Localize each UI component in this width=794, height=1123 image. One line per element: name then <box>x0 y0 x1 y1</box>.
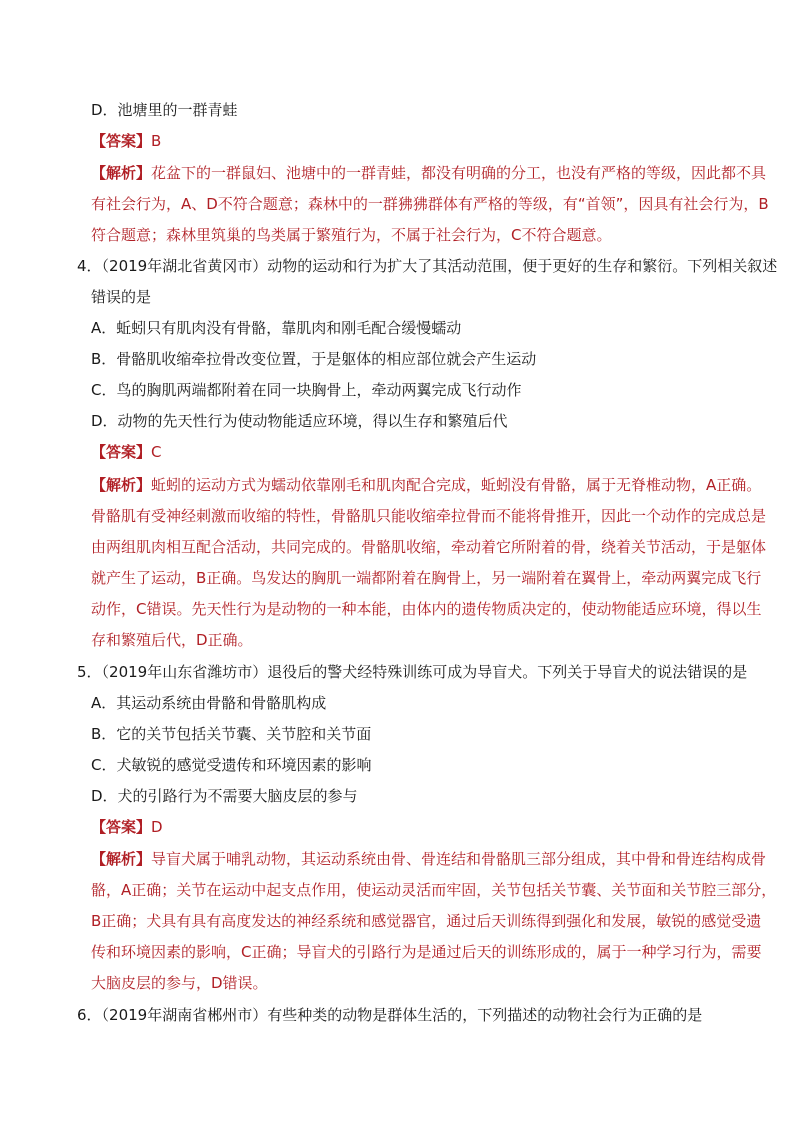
q5-explanation-line-5: 大脑皮层的参与，D错误。 <box>91 974 268 992</box>
q4-explanation-line-3: 由两组肌肉相互配合活动，共同完成的。骨骼肌收缩，牵动着它所附着的骨，绕着关节活动，于是躯体 <box>91 538 767 556</box>
q5-explanation-line-4: 传和环境因素的影响，C正确；导盲犬的引路行为是通过后天的训练形成的，属于一种学习行为，需要 <box>91 943 762 961</box>
q5-option-d: D．犬的引路行为不需要大脑皮层的参与 <box>91 787 358 805</box>
q3-answer <box>91 131 794 151</box>
q4-explanation-line-4: 就产生了运动，B正确。鸟发达的胸肌一端都附着在胸骨上，另一端附着在翼骨上，牵动两翼完成飞行 <box>91 569 762 587</box>
answer-value: C <box>151 443 162 461</box>
q4-option-d: D．动物的先天性行为使动物能适应环境，得以生存和繁殖后代 <box>91 412 508 430</box>
q4-option-c: C．鸟的胸肌两端都附着在同一块胸骨上，牵动两翼完成飞行动作 <box>91 381 522 399</box>
q4-stem-line-1: 4．（2019年湖北省黄冈市）动物的运动和行为扩大了其活动范围，便于更好的生存和繁衍。下列相关叙述 <box>77 257 778 275</box>
q4-explanation-line-2: 骨骼肌有受神经刺激而收缩的特性，骨骼肌只能收缩牵拉骨而不能将骨推开，因此一个动作的完成总是 <box>91 507 767 525</box>
q5-option-b: B．它的关节包括关节囊、关节腔和关节面 <box>91 725 372 743</box>
q5-stem: 5．（2019年山东省潍坊市）退役后的警犬经特殊训练可成为导盲犬。下列关于导盲犬的说法错误的是 <box>77 663 748 681</box>
q3-explanation-line-2: 有社会行为，A、D不符合题意；森林中的一群狒狒群体有严格的等级，有“首领”，因具有社会行为，B <box>91 195 769 213</box>
q4-explanation-line-5: 动作，C错误。先天性行为是动物的一种本能，由体内的遗传物质决定的，使动物能适应环境，得以生 <box>91 600 762 618</box>
q4-explanation-line-1: 【解析】蚯蚓的运动方式为蠕动依靠刚毛和肌肉配合完成，蚯蚓没有骨骼，属于无脊椎动物，A正确。 <box>91 476 762 494</box>
answer-tag: 【答案】 <box>91 818 152 836</box>
q5-explanation-line-2: 骼，A正确；关节在运动中起支点作用，使运动灵活而牢固，关节包括关节囊、关节面和关节腔三部分， <box>91 881 777 899</box>
answer-value: D <box>151 818 163 836</box>
q5-explanation-line-1: 【解析】导盲犬属于哺乳动物，其运动系统由骨、骨连结和骨骼肌三部分组成，其中骨和骨连结构成骨 <box>91 850 767 868</box>
answer-tag: 【答案】 <box>91 443 152 461</box>
explanation-tag: 【解析】 <box>91 476 152 494</box>
q3-explanation-line-3: 符合题意；森林里筑巢的鸟类属于繁殖行为，不属于社会行为，C不符合题意。 <box>91 226 612 244</box>
q4-stem-line-2: 错误的是 <box>91 288 152 306</box>
q4-answer <box>91 442 794 462</box>
answer-tag: 【答案】 <box>91 132 152 150</box>
q5-explanation-line-3: B正确；犬具有具有高度发达的神经系统和感觉器官，通过后天训练得到强化和发展，敏锐的感觉受遗 <box>91 912 762 930</box>
q4-option-b: B．骨骼肌收缩牵拉骨改变位置，于是躯体的相应部位就会产生运动 <box>91 350 537 368</box>
q3-explanation-line-1: 【解析】花盆下的一群鼠妇、池塘中的一群青蛙，都没有明确的分工，也没有严格的等级，因此都不具 <box>91 164 767 182</box>
q4-explanation-line-6: 存和繁殖后代，D正确。 <box>91 631 253 649</box>
answer-value: B <box>151 132 162 150</box>
q5-answer <box>91 817 794 837</box>
q4-option-a: A．蚯蚓只有肌肉没有骨骼，靠肌肉和刚毛配合缓慢蠕动 <box>91 319 462 337</box>
q5-option-c: C．犬敏锐的感觉受遗传和环境因素的影响 <box>91 756 372 774</box>
q3-option-d: D．池塘里的一群青蛙 <box>91 101 238 119</box>
explanation-tag: 【解析】 <box>91 850 152 868</box>
q5-option-a: A．其运动系统由骨骼和骨骼肌构成 <box>91 694 327 712</box>
explanation-tag: 【解析】 <box>91 164 152 182</box>
q6-stem: 6．（2019年湖南省郴州市）有些种类的动物是群体生活的，下列描述的动物社会行为正确的是 <box>77 1006 703 1024</box>
